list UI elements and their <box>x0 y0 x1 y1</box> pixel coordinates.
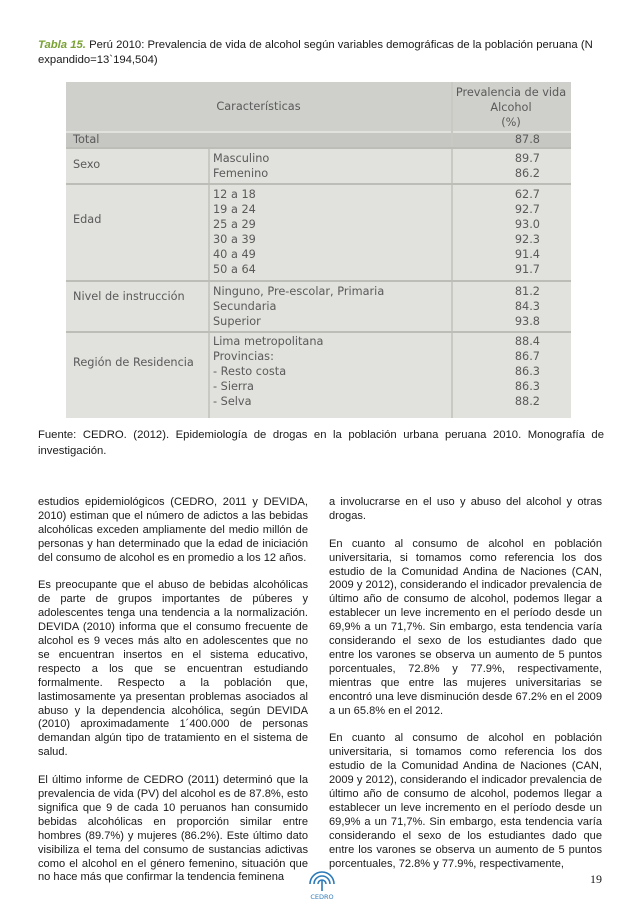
header-prevalence-line1: Prevalencia de vida <box>455 86 567 99</box>
row-value: 89.7 <box>514 152 540 165</box>
row-value: 86.3 <box>514 365 540 379</box>
table-row <box>213 217 571 232</box>
paragraph: En cuanto al consumo de alcohol en población universitaria, si tomamos como referencia los dos estudio de la Comunidad Andina de Naciones (CAN, 2009 y 2012), considerando el indicador prevalencia de último año de consumo de alcohol, podemos llegar a establecer un leve incremento en el período desde un 69,9% a un 71,7%. Sin embargo, esta tendencia varía considerando el sexo de los estudiantes dado que entre los varones se observa un aumento de 5 puntos porcentuales, 72.8% y 77.9%, respectivamente, <box>329 732 602 870</box>
table-row <box>213 334 571 349</box>
row-name: 19 a 24 <box>213 203 256 217</box>
table-row <box>213 262 571 277</box>
row-value: 86.2 <box>514 167 540 181</box>
table-row <box>213 364 571 379</box>
paragraph: El último informe de CEDRO (2011) determinó que la prevalencia de vida (PV) del alcohol es de 87.8%, esto significa que 9 de cada 10 peruanos han consumido bebidas alcohólicas en proporción similar entre hombres (89.7%) y mujeres (86.2%). Este último dato visibiliza el tema del consumo de sustancias adictivas como el alcohol en el género femenino, situación que no hace más que confirmar la tendencia feminena <box>38 774 308 884</box>
row-name: - Sierra <box>213 380 254 394</box>
table-row <box>213 187 571 202</box>
table-row <box>213 247 571 262</box>
table-row <box>213 394 571 409</box>
row-value: 93.0 <box>514 218 540 232</box>
table-header <box>66 82 571 131</box>
row-name: Secundaria <box>213 300 277 314</box>
row-value: 86.7 <box>514 350 540 364</box>
row-value: 84.3 <box>514 300 540 314</box>
row-value: 88.2 <box>514 395 540 409</box>
table-caption <box>38 38 604 68</box>
paragraph: a involucrarse en el uso y abuso del alcohol y otras drogas. <box>329 496 602 522</box>
group-sexo <box>66 148 571 183</box>
row-name: 50 a 64 <box>213 263 256 277</box>
paragraph: Es preocupante que el abuso de bebidas alcohólicas de parte de grupos importantes de púberes y adolescentes tenga una tendencia a la normalización. DEVIDA (2010) informa que el consumo frecuente de alcohol es 9 veces más alto en adolescentes que no se encuentran insertos en el sistema educativo, respecto a los que se encuentran estudiando formalmente. Respecto a la población que, lastimosamente ya presentan problemas asociados al abuso y la dependencia alcohólica, según DEVIDA (2010) aproximadamente 1´400.000 de personas demandan algún tipo de tratamiento en el sistema de salud. <box>38 579 308 759</box>
logo-text: CEDRO <box>310 893 334 900</box>
row-name: Provincias: <box>213 350 274 364</box>
row-value: 88.4 <box>514 335 540 348</box>
row-value: 62.7 <box>514 188 540 201</box>
table-row <box>213 166 571 181</box>
group-edad <box>66 184 571 280</box>
table-caption-label: Tabla 15. <box>38 39 86 51</box>
group-label: Edad <box>73 213 102 226</box>
group-nivel-instruccion <box>66 281 571 331</box>
table-row <box>213 202 571 217</box>
row-name: Superior <box>213 315 261 329</box>
cedro-logo <box>298 866 346 900</box>
total-label: Total <box>73 133 100 146</box>
paragraph: En cuanto al consumo de alcohol en población universitaria, si tomamos como referencia los dos estudio de la Comunidad Andina de Naciones (CAN, 2009 y 2012), considerando el indicador prevalencia de último año de consumo de alcohol, podemos llegar a establecer un leve incremento en el período desde un 69,9% a un 71,7%. Sin embargo, esta tendencia varía considerando el sexo de los estudiantes dado que entre los varones se observa un aumento de 5 puntos porcentuales, 72.8% y 77.9%, respectivamente, mientras que entre las mujeres universitarias se encontró una leve disminución desde 67.2% en el 2009 a un 65.8% en el 2012. <box>329 537 602 717</box>
total-value: 87.8 <box>514 133 540 146</box>
header-characteristics: Características <box>216 100 301 113</box>
row-value: 92.7 <box>514 203 540 217</box>
table-row <box>213 299 571 314</box>
row-value: 86.3 <box>514 380 540 394</box>
page-number: 19 <box>590 872 602 886</box>
table-source: Fuente: CEDRO. (2012). Epidemiología de drogas en la población urbana peruana 2010. Monografía de investigación. <box>38 429 604 457</box>
row-value: 91.7 <box>514 263 540 277</box>
row-value: 81.2 <box>514 285 540 298</box>
row-name: - Resto costa <box>213 365 287 379</box>
row-value: 93.8 <box>514 315 540 329</box>
table-row <box>213 379 571 394</box>
row-name: Masculino <box>213 152 270 165</box>
left-column <box>38 496 308 899</box>
row-name: Femenino <box>213 167 269 181</box>
row-name: 12 a 18 <box>213 188 256 201</box>
header-prevalence-line2: Alcohol <box>490 101 532 114</box>
total-row <box>66 133 571 147</box>
row-name: Lima metropolitana <box>213 335 324 348</box>
group-region <box>66 332 571 414</box>
row-name: 30 a 39 <box>213 233 256 247</box>
row-name: 40 a 49 <box>213 248 256 262</box>
row-name: Ninguno, Pre-escolar, Primaria <box>213 285 385 298</box>
table-row <box>213 349 571 364</box>
group-label: Región de Residencia <box>73 356 194 369</box>
group-label: Nivel de instrucción <box>73 290 185 303</box>
cedro-logo-icon <box>298 866 346 900</box>
row-name: 25 a 29 <box>213 218 256 232</box>
table-row <box>213 232 571 247</box>
right-column <box>329 496 602 885</box>
header-prevalence <box>451 85 571 130</box>
table-caption-text: Perú 2010: Prevalencia de vida de alcohol según variables demográficas de la población peruana (N expandido=13`194,504) <box>38 39 593 66</box>
row-name: - Selva <box>213 395 252 409</box>
group-label: Sexo <box>73 158 101 171</box>
table-row <box>213 151 571 166</box>
header-prevalence-line3: (%) <box>501 116 521 129</box>
row-value: 92.3 <box>514 233 540 247</box>
table-row <box>213 314 571 329</box>
table-row <box>213 284 571 299</box>
paragraph: estudios epidemiológicos (CEDRO, 2011 y DEVIDA, 2010) estiman que el número de adictos a las bebidas alcohólicas exceden ampliamente del medio millón de personas y han determinado que la edad de iniciación del consumo de alcohol es en promedio a los 12 años. <box>38 496 308 564</box>
prevalence-table <box>66 82 571 418</box>
row-value: 91.4 <box>514 248 540 262</box>
